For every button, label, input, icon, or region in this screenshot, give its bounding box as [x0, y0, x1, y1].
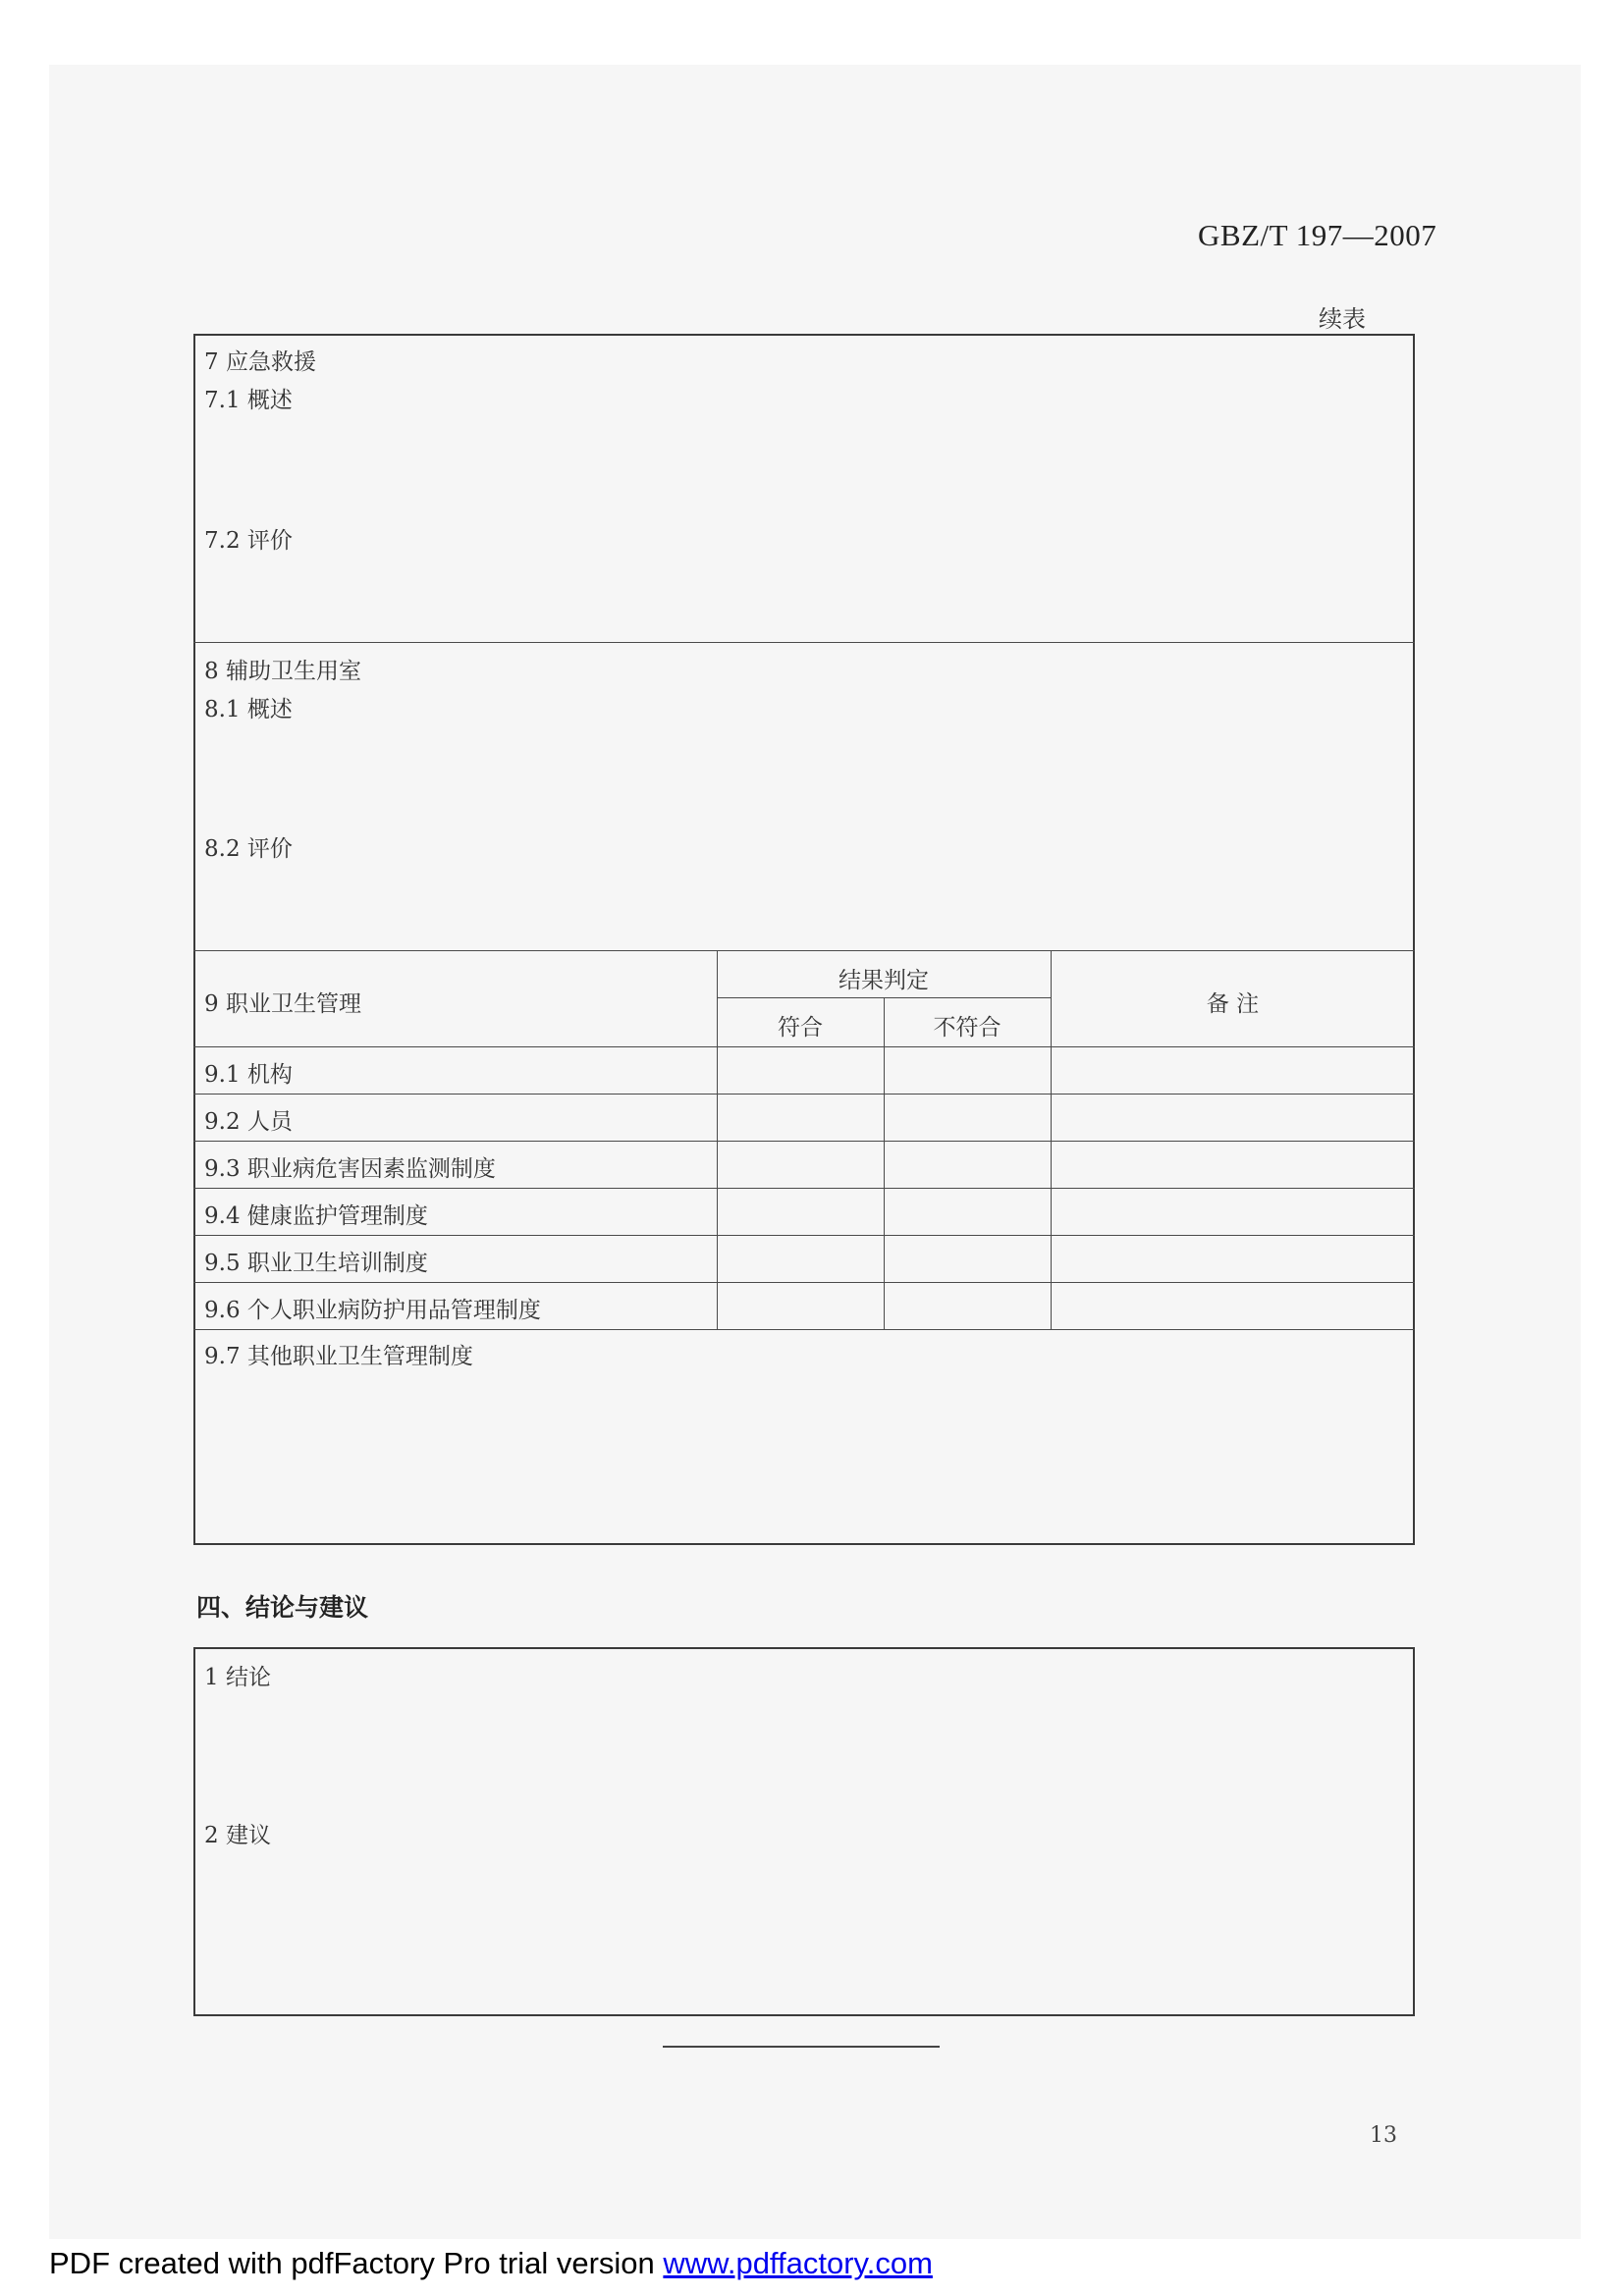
pdf-footer — [49, 2246, 933, 2281]
footer-link[interactable]: www.pdffactory.com — [663, 2246, 933, 2280]
divider — [193, 1046, 1415, 1047]
divider — [193, 642, 1415, 643]
divider — [717, 950, 718, 1329]
page-number: 13 — [1370, 2123, 1397, 2148]
conclusion-label: 1 结论 — [204, 1665, 271, 1690]
section-7-1-label: 7.1 概述 — [204, 388, 293, 413]
divider — [193, 1188, 1415, 1189]
continued-label: 续表 — [1319, 305, 1366, 333]
remarks-header: 备 注 — [1206, 991, 1260, 1017]
table-row: 9.3 职业病危害因素监测制度 — [204, 1156, 496, 1182]
table-row: 9.1 机构 — [204, 1062, 293, 1088]
section-7-2-label: 7.2 评价 — [204, 528, 293, 554]
result-header: 结果判定 — [839, 968, 929, 993]
section-7-title: 7 应急救援 — [204, 349, 316, 375]
nonconform-header: 不符合 — [933, 1015, 1001, 1041]
divider — [193, 1094, 1415, 1095]
section-8-title: 8 辅助卫生用室 — [204, 659, 361, 684]
section-9-title: 9 职业卫生管理 — [204, 991, 361, 1017]
section-8-2-label: 8.2 评价 — [204, 836, 293, 862]
divider — [193, 1235, 1415, 1236]
table-row: 9.2 人员 — [204, 1109, 293, 1135]
table-row: 9.6 个人职业病防护用品管理制度 — [204, 1298, 541, 1323]
end-rule — [663, 2046, 940, 2048]
table-row: 9.4 健康监护管理制度 — [204, 1203, 428, 1229]
divider — [193, 1282, 1415, 1283]
table-row: 9.5 职业卫生培训制度 — [204, 1251, 428, 1276]
conclusion-heading: 四、结论与建议 — [196, 1593, 369, 1622]
section-8-1-label: 8.1 概述 — [204, 697, 293, 722]
divider — [193, 950, 1415, 951]
standard-code: GBZ/T 197—2007 — [1198, 218, 1437, 252]
divider — [193, 1141, 1415, 1142]
footer-text: PDF created with pdfFactory Pro trial version — [49, 2246, 664, 2280]
suggestion-label: 2 建议 — [204, 1823, 271, 1848]
divider — [193, 1329, 1415, 1330]
conform-header: 符合 — [778, 1015, 823, 1041]
section-9-7-label: 9.7 其他职业卫生管理制度 — [204, 1344, 473, 1369]
conclusion-box — [193, 1647, 1415, 2016]
divider — [1051, 950, 1052, 1329]
